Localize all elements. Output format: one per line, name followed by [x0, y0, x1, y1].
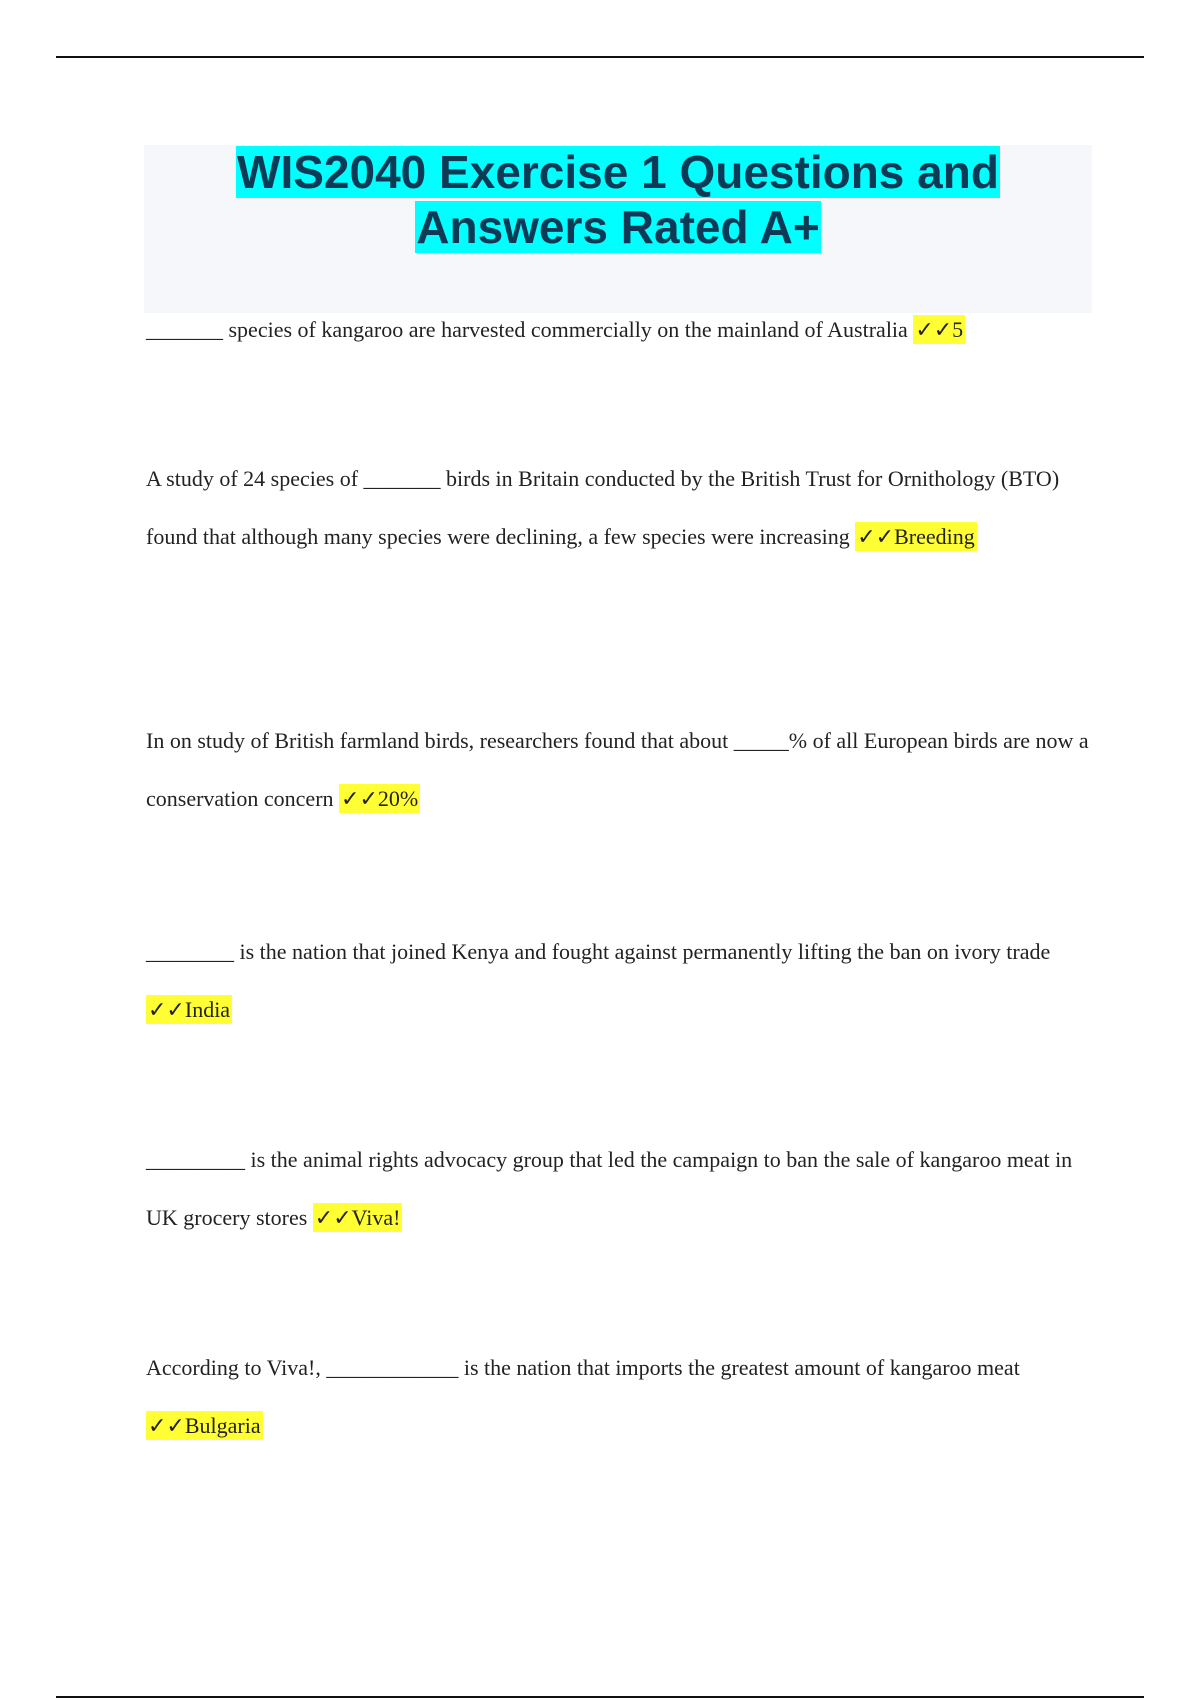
answer-highlight: ✓✓5: [915, 317, 964, 342]
footer-rule: [56, 1696, 1144, 1698]
question-text: _________ is the animal rights advocacy group that led the campaign to ban the sale of kangaroo meat in UK grocery stores: [146, 1147, 1073, 1230]
header-rule: [56, 56, 1144, 58]
document-title-line-1: WIS2040 Exercise 1 Questions and: [237, 146, 999, 198]
question-text: According to Viva!, ____________ is the nation that imports the greatest amount of kangaroo meat: [146, 1355, 1020, 1380]
answer-highlight: ✓✓20%: [341, 786, 419, 811]
question-text: In on study of British farmland birds, researchers found that about _____% of all European birds are now a conservation concern: [146, 728, 1089, 811]
answer-highlight: ✓✓Bulgaria: [148, 1413, 261, 1438]
document-title-line-2: Answers Rated A+: [416, 201, 820, 253]
qa-item-4: [146, 923, 1090, 1039]
question-text: _______ species of kangaroo are harvested commercially on the mainland of Australia: [146, 317, 908, 342]
answer-highlight: ✓✓India: [148, 997, 231, 1022]
question-text: ________ is the nation that joined Kenya and fought against permanently lifting the ban on ivory trade: [146, 939, 1051, 964]
answer-highlight: ✓✓Breeding: [857, 524, 975, 549]
qa-item-5: [146, 1131, 1090, 1247]
qa-item-3: [146, 712, 1090, 828]
document-title: [144, 145, 1092, 255]
question-text: A study of 24 species of _______ birds in Britain conducted by the British Trust for Ornithology (BTO) found that although many species were declining, a few species were increasing: [146, 466, 1060, 549]
qa-item-6: [146, 1339, 1090, 1455]
qa-item-2: [146, 450, 1090, 566]
answer-highlight: ✓✓Viva!: [314, 1205, 401, 1230]
qa-item-1: [146, 301, 1090, 359]
